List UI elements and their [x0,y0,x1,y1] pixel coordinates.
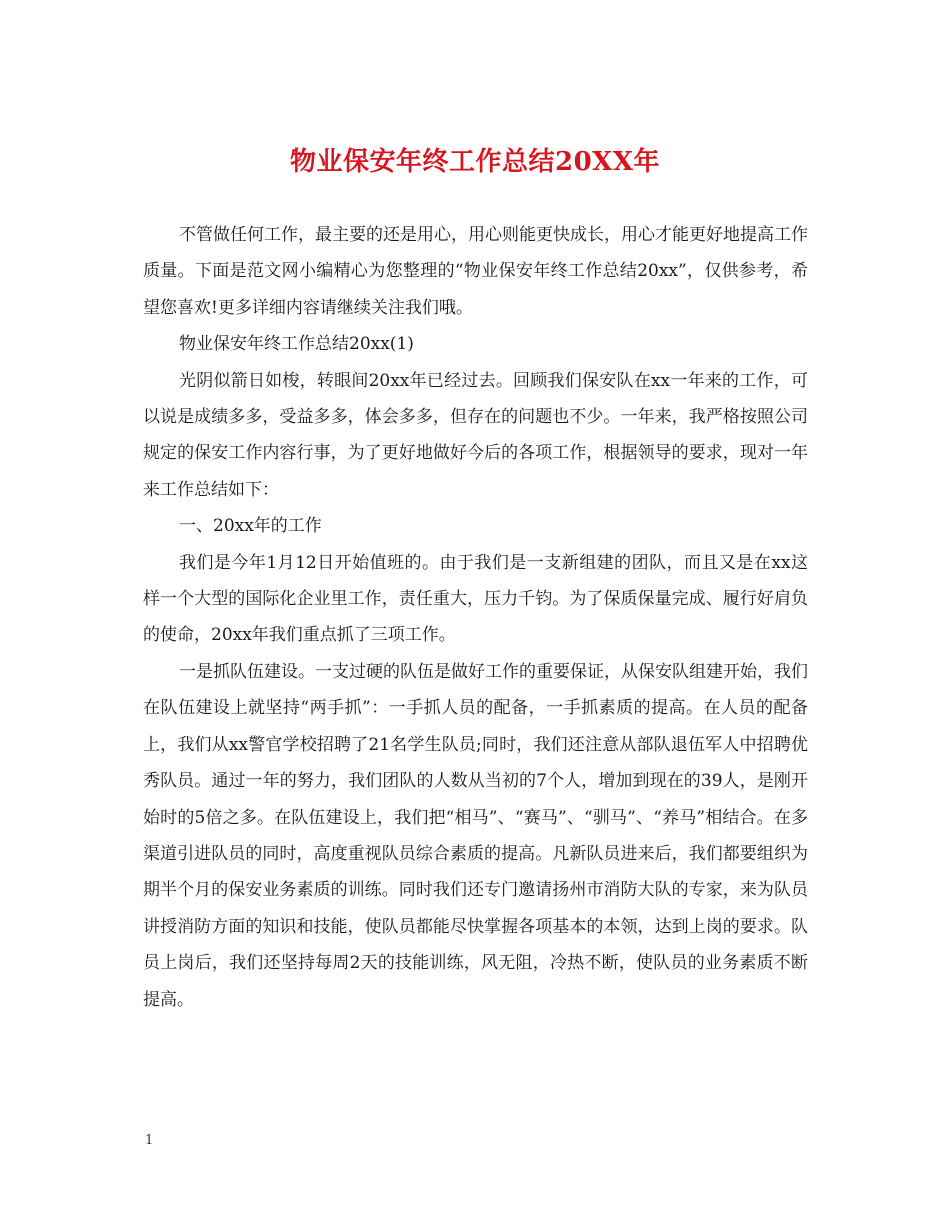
body-paragraph: 我们是今年1月12日开始值班的。由于我们是一支新组建的团队，而且又是在xx这样一个大型的国际化企业里工作，责任重大，压力千钧。为了保质保量完成、履行好肩负的使命，20xx年我们重点抓了三项工作。 [143,552,808,646]
document-body [143,217,808,1018]
body-paragraph: 一是抓队伍建设。一支过硬的队伍是做好工作的重要保证，从保安队组建开始，我们在队伍建设上就坚持“两手抓”：一手抓人员的配备，一手抓素质的提高。在人员的配备上，我们从xx警官学校招聘了21名学生队员;同时，我们还注意从部队退伍军人中招聘优秀队员。通过一年的努力，我们团队的人数从当初的7个人，增加到现在的39人，是刚开始时的5倍之多。在队伍建设上，我们把“相马”、“赛马”、“驯马”、“养马”相结合。在多渠道引进队员的同时，高度重视队员综合素质的提高。凡新队员进来后，我们都要组织为期半个月的保安业务素质的训练。同时我们还专门邀请扬州市消防大队的专家，来为队员讲授消防方面的知识和技能，使队员都能尽快掌握各项基本的本领，达到上岗的要求。队员上岗后，我们还坚持每周2天的技能训练，风无阻，冷热不断，使队员的业务素质不断提高。 [143,661,808,1010]
page-number: 1 [145,1133,154,1148]
body-paragraph: 光阴似箭日如梭，转眼间20xx年已经过去。回顾我们保安队在xx一年来的工作，可以说是成绩多多，受益多多，体会多多，但存在的问题也不少。一年来，我严格按照公司规定的保安工作内容行事，为了更好地做好今后的各项工作，根据领导的要求，现对一年来工作总结如下： [143,370,808,500]
subsection-heading: 一、20xx年的工作 [179,516,322,537]
section-heading: 物业保安年终工作总结20xx(1) [179,334,414,355]
intro-paragraph: 不管做任何工作，最主要的还是用心，用心则能更快成长，用心才能更好地提高工作质量。下面是范文网小编精心为您整理的“物业保安年终工作总结20xx”，仅供参考，希望您喜欢!更多详细内容请继续关注我们哦。 [143,225,808,318]
document-title: 物业保安年终工作总结20XX年 [289,147,661,177]
